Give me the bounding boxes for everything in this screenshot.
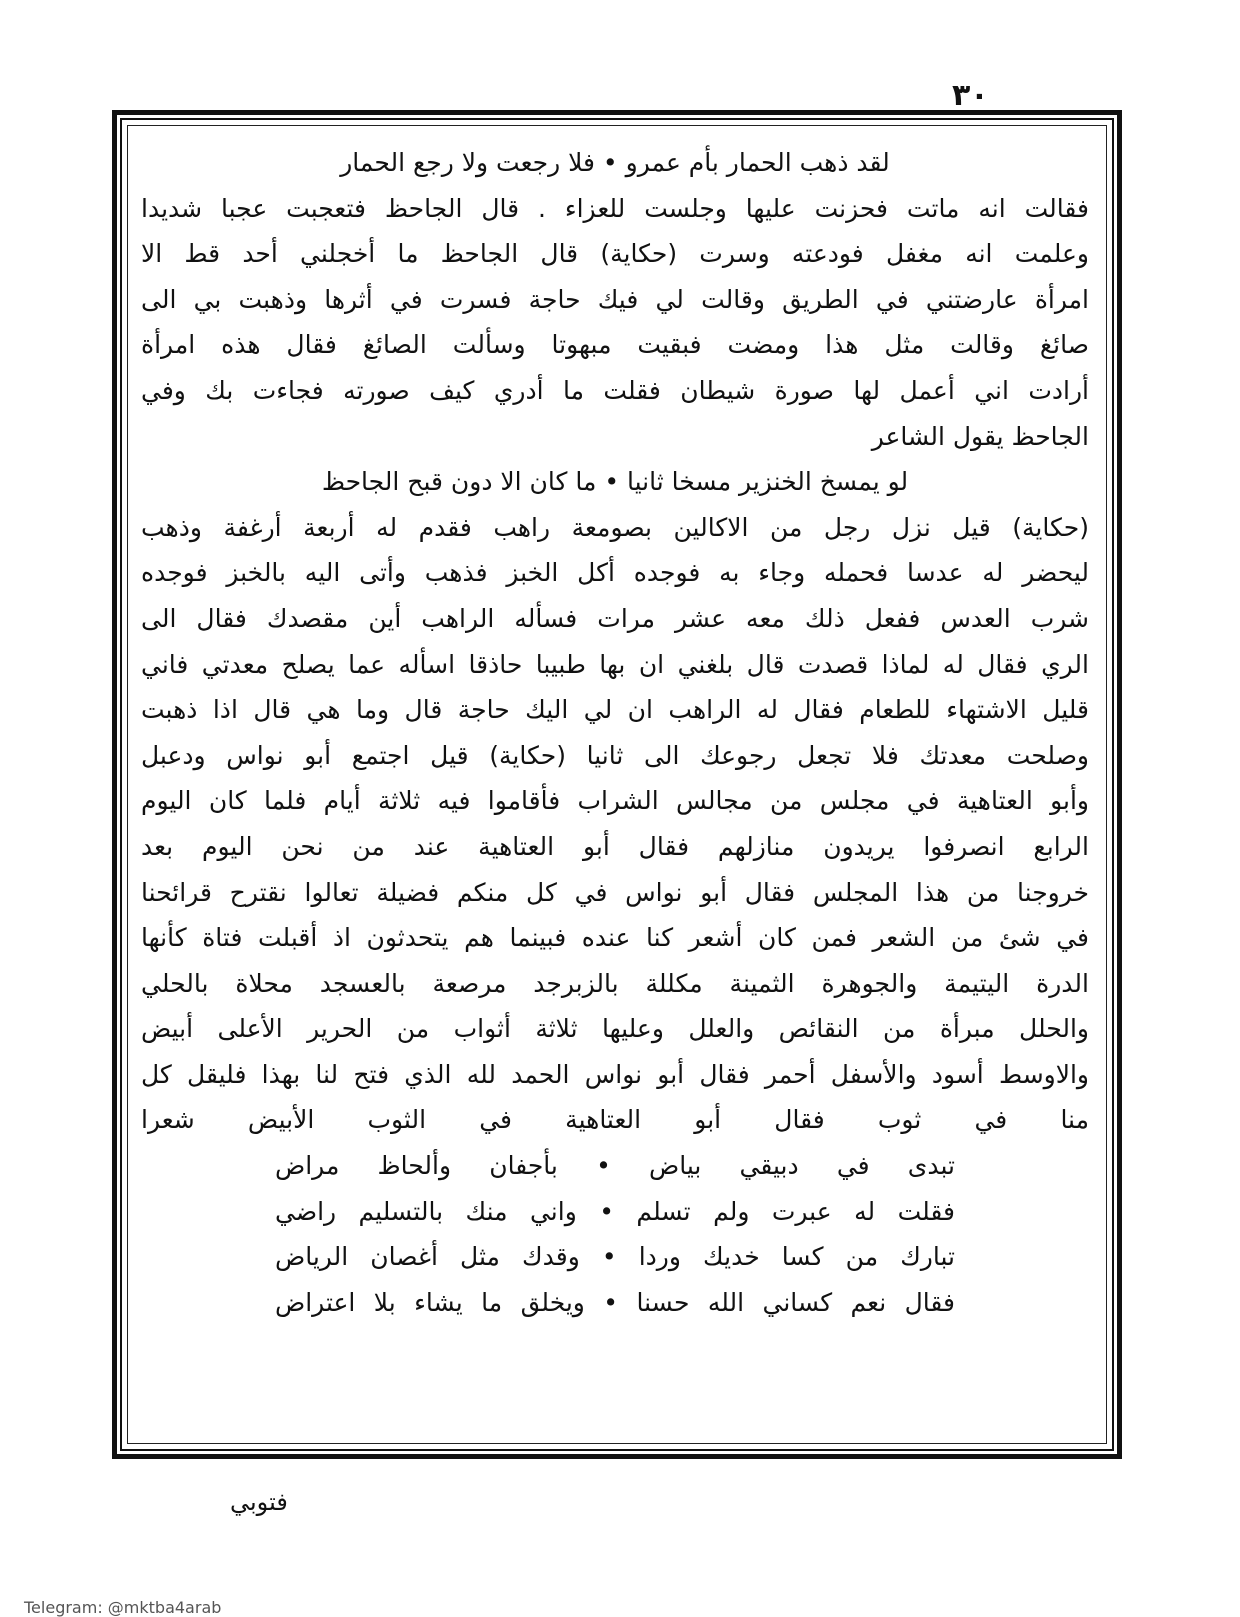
text-line: في شئ من الشعر فمن كان أشعر كنا عنده فبينما هم يتحدثون اذ أقبلت فتاة كأنها xyxy=(141,923,1089,953)
poem-verse: فقال نعم كساني الله حسنا • ويخلق ما يشاء بلا اعتراض xyxy=(275,1287,955,1317)
text-line: الرابع انصرفوا يريدون منازلهم فقال أبو العتاهية عند من نحن اليوم بعد xyxy=(141,831,1089,861)
text-line: وعلمت انه مغفل فودعته وسرت (حكاية) قال الجاحظ ما أخجلني أحد قط الا xyxy=(141,239,1089,269)
text-line: قليل الاشتهاء للطعام فقال له الراهب ان لي اليك حاجة قال وما هي قال اذا ذهبت xyxy=(141,695,1089,725)
text-line: صائغ وقالت مثل هذا ومضت فبقيت مبهوتا وسألت الصائغ فقال هذه امرأة xyxy=(141,330,1089,360)
text-line: امرأة عارضتني في الطريق وقالت لي فيك حاجة فسرت في أثرها وذهبت بي الى xyxy=(141,284,1089,314)
poem-verse: تبارك من كسا خديك وردا • وقدك مثل أغصان الرياض xyxy=(275,1242,955,1272)
text-line: الجاحظ يقول الشاعر xyxy=(871,421,1089,451)
text-line: والحلل مبرأة من النقائص والعلل وعليها ثلاثة أثواب من الحرير الأعلى أبيض xyxy=(141,1014,1089,1044)
text-line: لقد ذهب الحمار بأم عمرو • فلا رجعت ولا رجع الحمار xyxy=(340,148,890,177)
poem-verse: فقلت له عبرت ولم تسلم • واني منك بالتسليم راضي xyxy=(275,1196,955,1226)
page-number: ٣٠ xyxy=(952,78,989,113)
text-line: (حكاية) قيل نزل رجل من الاكالين بصومعة راهب فقدم له أربعة أرغفة وذهب xyxy=(141,512,1089,542)
text-line: الري فقال له لماذا قصدت قال بلغني ان بها طبيبا حاذقا اسأله عما يصلح معدتي فاني xyxy=(141,649,1089,679)
catchword: فتوبي xyxy=(230,1488,288,1516)
text-line: منا في ثوب فقال أبو العتاهية في الثوب الأبيض شعرا xyxy=(141,1105,1089,1135)
text-line: الدرة اليتيمة والجوهرة الثمينة مكللة بالزبرجد مرصعة بالعسجد محلاة بالحلي xyxy=(141,968,1089,998)
text-line: شرب العدس ففعل ذلك معه عشر مرات فسأله الراهب أين مقصدك فقال الى xyxy=(141,603,1089,633)
text-line: والاوسط أسود والأسفل أحمر فقال أبو نواس الحمد لله الذي فتح لنا بهذا فليقل كل xyxy=(141,1059,1089,1089)
source-watermark: Telegram: @mktba4arab xyxy=(24,1598,222,1617)
text-line: وصلحت معدتك فلا تجعل رجوعك الى ثانيا (حكاية) قيل اجتمع أبو نواس ودعبل xyxy=(141,740,1089,770)
body-text xyxy=(135,140,1095,1325)
text-line: لو يمسخ الخنزير مسخا ثانيا • ما كان الا دون قبح الجاحظ xyxy=(321,467,909,497)
text-line: خروجنا من هذا المجلس فقال أبو نواس في كل منكم فضيلة تعالوا نقترح قرائحنا xyxy=(141,877,1089,907)
text-line: وأبو العتاهية في مجلس من مجالس الشراب فأقاموا فيه ثلاثة أيام فلما كان اليوم xyxy=(141,786,1089,816)
text-line: أرادت اني أعمل لها صورة شيطان فقلت ما أدري كيف صورته فجاءت بك وفي xyxy=(141,375,1089,405)
poem-verse: تبدى في دبيقي بياض • بأجفان وألحاظ مراض xyxy=(275,1151,955,1181)
text-line: ليحضر له عدسا فحمله وجاء به فوجده أكل الخبز فذهب وأتى اليه بالخبز فوجده xyxy=(141,558,1089,588)
text-line: فقالت انه ماتت فحزنت عليها وجلست للعزاء . قال الجاحظ فتعجبت عجبا شديدا xyxy=(141,193,1089,223)
